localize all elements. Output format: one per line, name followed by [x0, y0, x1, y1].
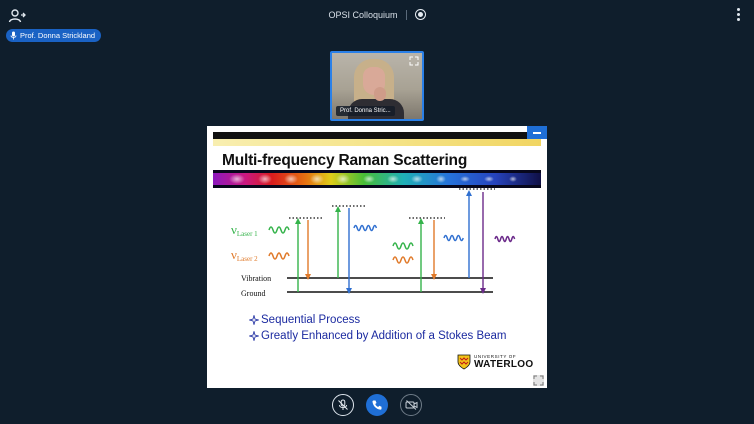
bullet-item	[249, 312, 506, 328]
vibration-label: Vibration	[241, 274, 272, 283]
expand-icon[interactable]	[409, 56, 419, 66]
slide-header-bar	[213, 132, 531, 139]
laser2-wave-icon	[269, 253, 289, 259]
meeting-title: OPSI Colloquium	[328, 9, 398, 20]
slide-header-stripe	[213, 139, 541, 146]
logo-big-text: WATERLOO	[474, 359, 534, 370]
microphone-icon	[10, 31, 17, 40]
mixed-wave-icons	[393, 243, 413, 263]
video-hand	[374, 87, 386, 101]
virtual-levels	[289, 189, 495, 218]
mic-off-icon	[337, 399, 349, 411]
shared-slide	[207, 126, 547, 388]
university-logo	[457, 354, 533, 370]
laser2-label: νLaser 2	[231, 247, 258, 263]
bullet-text: Greatly Enhanced by Addition of a Stokes Beam	[261, 330, 507, 342]
bullet-list	[249, 312, 506, 344]
laser1-label: νLaser 1	[231, 222, 258, 238]
transition-arrows-set1	[295, 206, 352, 294]
fullscreen-icon[interactable]	[533, 375, 544, 386]
anti-stokes-wave-icon	[354, 226, 376, 231]
camera-off-icon	[405, 399, 418, 411]
blue-wave-icon	[444, 236, 463, 241]
leave-call-button[interactable]	[366, 394, 388, 416]
minimize-button[interactable]	[527, 126, 547, 139]
participant-video-tile[interactable]	[330, 51, 424, 121]
active-speaker-badge	[6, 29, 101, 42]
meeting-title-bar	[0, 9, 754, 20]
camera-button[interactable]	[400, 394, 422, 416]
phone-icon	[371, 399, 383, 411]
video-name-label: Prof. Donna Stric...	[340, 108, 391, 114]
video-name-tag	[336, 106, 395, 116]
bullet-text: Sequential Process	[261, 314, 361, 326]
mute-button[interactable]	[332, 394, 354, 416]
ground-label: Ground	[241, 289, 266, 298]
shield-icon	[457, 354, 471, 370]
star-bullet-icon	[249, 331, 259, 341]
speaker-name: Prof. Donna Strickland	[20, 31, 96, 40]
laser1-wave-icon	[269, 227, 289, 233]
call-controls	[0, 394, 754, 418]
star-bullet-icon	[249, 315, 259, 325]
bullet-item	[249, 328, 506, 344]
purple-wave-icon	[495, 237, 515, 242]
kebab-menu-icon[interactable]	[734, 8, 742, 24]
logo-small-text: UNIVERSITY OF	[474, 354, 517, 359]
record-icon[interactable]	[415, 9, 426, 20]
title-separator	[406, 10, 407, 20]
energy-diagram	[207, 186, 547, 311]
top-bar	[0, 0, 754, 34]
slide-title: Multi-frequency Raman Scattering	[222, 152, 468, 169]
